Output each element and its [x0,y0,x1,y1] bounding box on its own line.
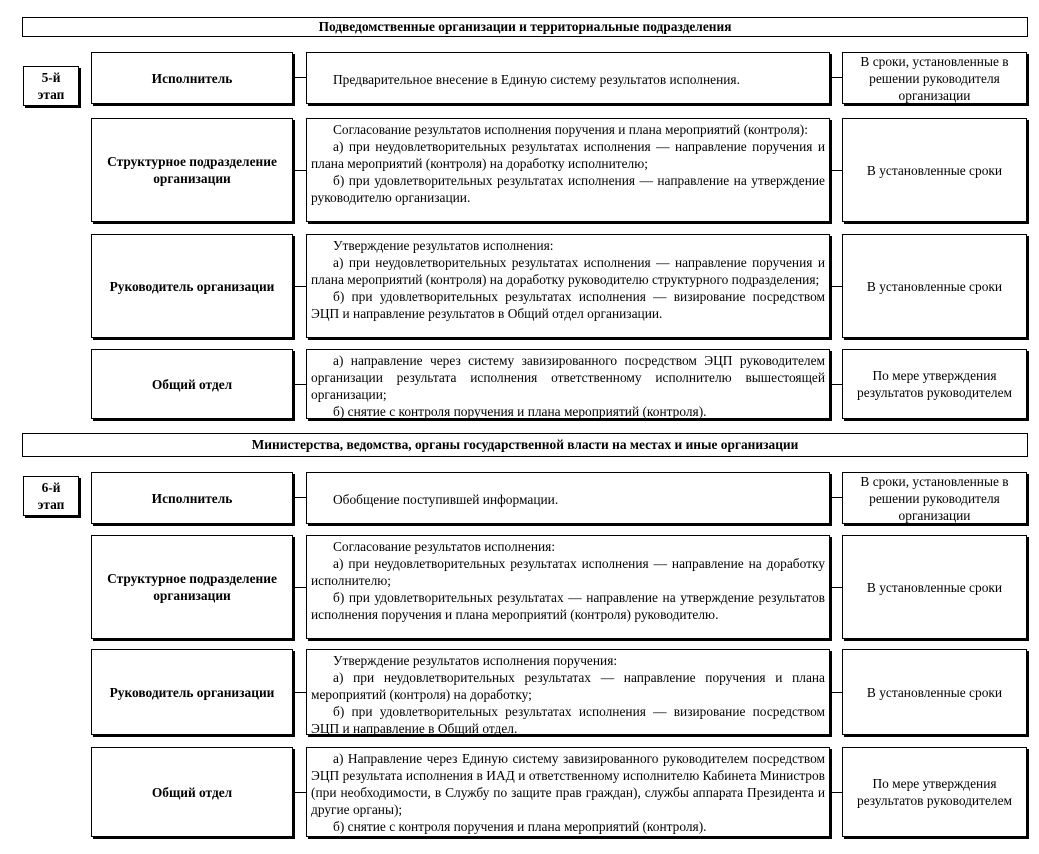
description-line: а) направление через систему завизированного посредством ЭЦП руководителем организации результата исполнения ответственному исполнителю вышестоящей организации; [311,353,825,402]
description-box [306,118,830,222]
connector [293,384,307,385]
description-box [306,747,830,837]
description-box [306,234,830,338]
section-header: Подведомственные организации и территориальные подразделения [22,17,1028,37]
description-line: а) при неудовлетворительных результатах исполнения — направление поручения и плана мероприятий (контроля) на доработку руководителю структурного подразделения; [311,255,825,287]
description-box [306,349,830,419]
description-line: а) при неудовлетворительных результатах — направление поручения и плана мероприятий (контроля) на доработку; [311,670,825,702]
role-box: Общий отдел [91,747,293,837]
role-box: Руководитель организации [91,649,293,735]
description-line: Согласование результатов исполнения: [333,539,556,554]
connector [293,587,307,588]
description-line: б) при удовлетворительных результатах исполнения — визирование посредством ЭЦП и направление в Общий отдел. [311,704,825,736]
description-line: б) при удовлетворительных результатах исполнения — направление на утверждение руководителю организации. [311,173,825,205]
connector [293,792,307,793]
description-line: б) снятие с контроля поручения и плана мероприятий (контроля). [333,819,707,834]
role-box: Исполнитель [91,52,293,104]
role-box: Исполнитель [91,472,293,524]
description-line: б) снятие с контроля поручения и плана мероприятий (контроля). [333,404,707,419]
role-box: Структурное подразделение организации [91,535,293,639]
role-box: Руководитель организации [91,234,293,338]
term-box: В установленные сроки [842,234,1027,338]
connector [293,286,307,287]
description-line: б) при удовлетворительных результатах исполнения — визирование посредством ЭЦП и направление результатов в Общий отдел организации. [311,289,825,321]
connector [293,77,307,78]
section-header: Министерства, ведомства, органы государственной власти на местах и иные организации [22,433,1028,457]
description-line: Согласование результатов исполнения поручения и плана мероприятий (контроля): [333,122,808,137]
term-box: В установленные сроки [842,118,1027,222]
term-box: В сроки, установленные в решении руководителя организации [842,52,1027,104]
role-box: Общий отдел [91,349,293,419]
description-line: а) при неудовлетворительных результатах исполнения — направление поручения и плана мероприятий (контроля) на доработку исполнителю; [311,139,825,171]
term-box: В сроки, установленные в решении руководителя организации [842,472,1027,524]
description-line: Обобщение поступившей информации. [333,491,559,507]
term-box: По мере утверждения результатов руководителем [842,747,1027,837]
description-box [306,472,830,524]
stage-label: 6-й этап [23,476,79,516]
description-line: Утверждение результатов исполнения поручения: [333,653,618,668]
term-box: По мере утверждения результатов руководителем [842,349,1027,419]
description-line: а) при неудовлетворительных результатах исполнения — направление на доработку исполнителю; [311,556,825,588]
term-box: В установленные сроки [842,535,1027,639]
description-line: б) при удовлетворительных результатах — направление на утверждение результатов исполнения поручения и плана мероприятий (контроля) руководителю. [311,590,825,622]
description-line: а) Направление через Единую систему завизированного руководителем посредством ЭЦП результата исполнения в ИАД и ответственному исполнителю Кабинета Министров (при необходимости, в Службу по защите прав граждан), службы аппарата Президента и другие органы); [311,751,825,817]
description-box [306,52,830,104]
term-box: В установленные сроки [842,649,1027,735]
description-line: Утверждение результатов исполнения: [333,238,554,253]
connector [293,497,307,498]
description-line: Предварительное внесение в Единую систему результатов исполнения. [333,71,740,87]
connector [293,170,307,171]
role-box: Структурное подразделение организации [91,118,293,222]
description-box [306,649,830,735]
connector [293,692,307,693]
stage-label: 5-й этап [23,66,79,106]
description-box [306,535,830,639]
